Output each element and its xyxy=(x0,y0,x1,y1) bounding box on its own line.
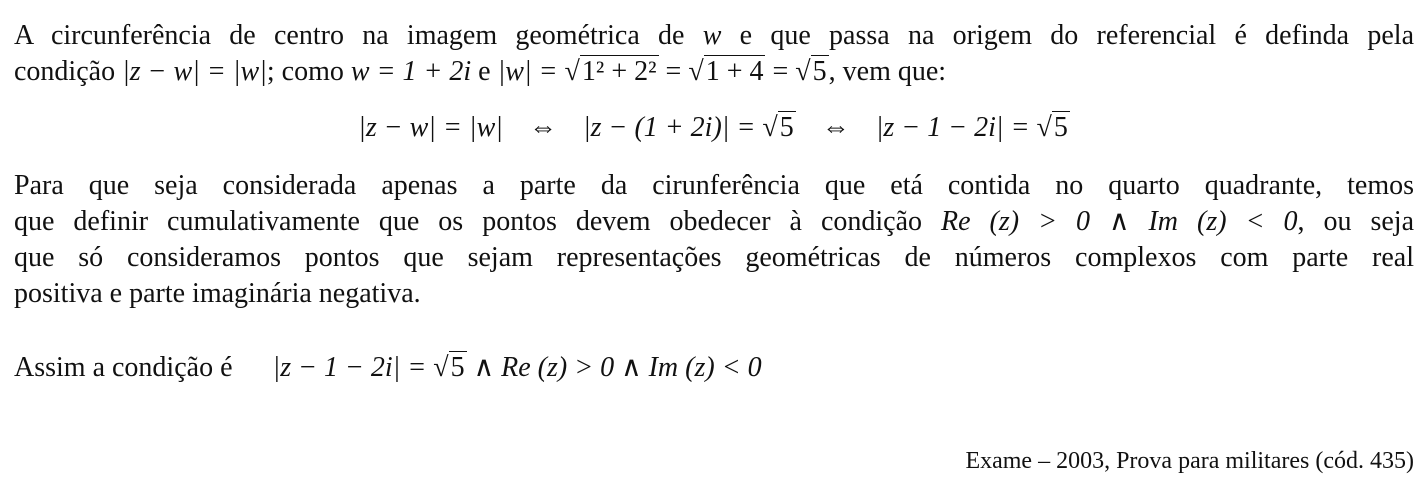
text: condição xyxy=(14,56,123,87)
text: Para que seja considerada apenas a parte da cirunferência que etá contida no quarto quadrante, temos xyxy=(14,170,1414,201)
conclusion-math-tail: ∧ Re (z) > 0 ∧ Im (z) < 0 xyxy=(466,352,762,383)
text: ; como xyxy=(266,56,351,87)
math-quadrant-condition: Re (z) > 0 ∧ Im (z) < 0 xyxy=(941,206,1298,237)
document-page xyxy=(14,18,1414,386)
equation-part-3: |z − 1 − 2i| = xyxy=(875,112,1037,143)
display-equation xyxy=(14,108,1414,148)
sqrt-5: √5 xyxy=(1036,112,1068,143)
iff-symbol: ⇔ xyxy=(528,112,557,143)
math-modulus: |w| = xyxy=(497,56,565,87)
paragraph-2-line1 xyxy=(14,168,1414,204)
sqrt-2: √1 + 4 xyxy=(688,56,764,87)
radicand: 1 + 4 xyxy=(705,56,764,87)
text: e xyxy=(471,56,498,87)
sqrt-6: √5 xyxy=(433,352,465,383)
text: , vem que: xyxy=(828,56,947,87)
sqrt-1: √1² + 2² xyxy=(564,56,657,87)
iff-symbol: ⇔ xyxy=(821,112,850,143)
equation-part-2: |z − (1 + 2i)| = xyxy=(582,112,763,143)
conclusion xyxy=(14,350,1414,386)
text: A circunferência de centro na imagem geométrica de xyxy=(14,20,703,51)
math-var-w: w xyxy=(702,20,722,51)
math-w-definition: w = 1 + 2i xyxy=(350,56,472,87)
text: que só consideramos pontos que sejam representações geométricas de números complexos com parte real xyxy=(14,242,1414,273)
paragraph-2-line4 xyxy=(14,276,1414,312)
radicand: 5 xyxy=(450,352,465,383)
radicand: 5 xyxy=(812,56,827,87)
sqrt-3: √5 xyxy=(795,56,827,87)
equation-part-1: |z − w| = |w| xyxy=(358,112,503,143)
conclusion-label: Assim a condição é xyxy=(14,352,233,383)
conclusion-math: |z − 1 − 2i| = xyxy=(272,352,434,383)
text: , ou seja xyxy=(1297,206,1414,237)
text: e que passa na origem do referencial é definda pela xyxy=(721,20,1414,51)
sqrt-4: √5 xyxy=(762,112,794,143)
radicand: 5 xyxy=(779,112,794,143)
radicand: 1² + 2² xyxy=(581,56,657,87)
radicand: 5 xyxy=(1053,112,1068,143)
paragraph-intro-line1 xyxy=(14,18,1414,54)
paragraph-intro-line2 xyxy=(14,54,1414,90)
paragraph-2-line2 xyxy=(14,204,1414,240)
text: que definir cumulativamente que os pontos devem obedecer à condição xyxy=(14,206,942,237)
equals: = xyxy=(658,56,689,87)
equals: = xyxy=(765,56,796,87)
text: positiva e parte imaginária negativa. xyxy=(14,278,421,309)
source-citation: Exame – 2003, Prova para militares (cód. 435) xyxy=(965,448,1414,474)
math-condition: |z − w| = |w| xyxy=(122,56,267,87)
paragraph-2-line3 xyxy=(14,240,1414,276)
